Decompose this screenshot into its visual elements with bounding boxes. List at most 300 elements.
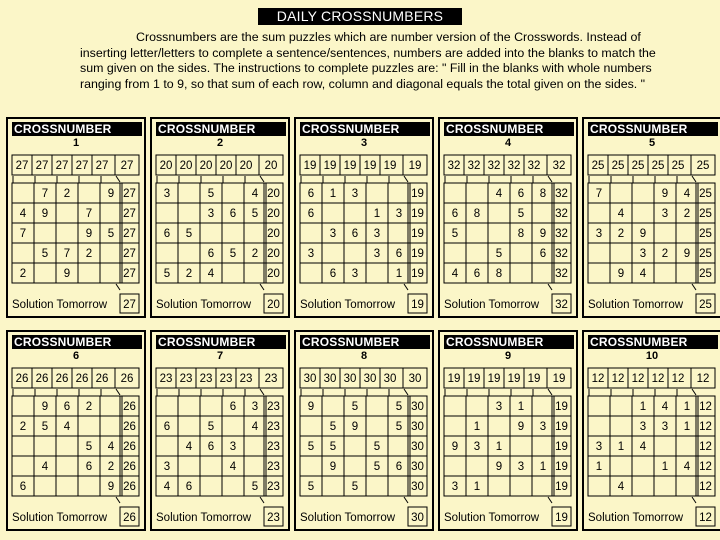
grid-cell: 9 [661,188,669,200]
column-total: 19 [323,160,337,172]
column-total: 19 [507,373,521,385]
grid-cell: 9 [41,401,49,413]
column-total: 26 [15,373,29,385]
grid-cell: 6 [395,461,403,473]
grid-cell: 9 [517,421,525,433]
grid-cell: 6 [517,188,525,200]
column-total: 20 [179,160,193,172]
row-total: 27 [123,268,136,280]
grid-cell: 3 [251,401,259,413]
diagonal-total: 12 [699,512,712,524]
grid-cell: 4 [617,481,625,493]
grid-cell: 9 [683,248,691,260]
grid-cell: 3 [661,421,669,433]
grid-cell: 8 [539,188,547,200]
puzzle-number: 6 [72,350,80,362]
grid-cell: 2 [661,248,669,260]
grid-cell: 3 [639,421,647,433]
grid-cell: 9 [107,188,115,200]
grid-cell: 1 [495,441,503,453]
grid-cell: 7 [85,208,93,220]
row-total: 30 [411,401,424,413]
row-total: 12 [699,461,712,473]
column-total: 12 [611,373,625,385]
grid-cell: 5 [517,208,525,220]
row-total: 19 [411,208,424,220]
solution-label: Solution Tomorrow [300,299,396,311]
row-total: 30 [411,461,424,473]
row-total: 25 [699,228,712,240]
grid-cell: 6 [229,401,237,413]
row-total: 26 [123,461,136,473]
row-total: 26 [123,441,136,453]
diagonal-total: 25 [696,160,710,172]
puzzle-grid [440,119,576,316]
grid-cell: 3 [595,228,603,240]
column-total: 27 [95,160,109,172]
column-total: 30 [383,373,397,385]
grid-cell: 7 [41,188,49,200]
row-total: 23 [267,401,280,413]
grid-cell: 3 [373,228,381,240]
grid-cell: 3 [661,208,669,220]
grid-cell: 6 [163,228,171,240]
grid-cell: 9 [41,208,49,220]
grid-cell: 4 [451,268,459,280]
diagonal-total: 26 [123,512,136,524]
puzzle-number: 5 [648,137,656,149]
diagonal-total: 30 [411,512,424,524]
grid-cell: 2 [107,461,115,473]
grid-cell: 5 [351,481,359,493]
column-total: 32 [447,160,461,172]
grid-cell: 3 [307,248,315,260]
puzzle-header: CROSSNUMBER [12,335,142,349]
column-total: 26 [75,373,89,385]
diagonal-total: 32 [555,299,568,311]
grid-cell: 2 [85,401,93,413]
column-total: 30 [363,373,377,385]
grid-cell: 6 [63,401,71,413]
row-total: 32 [555,208,568,220]
column-total: 19 [487,373,501,385]
grid-cell: 5 [85,441,93,453]
grid-cell: 1 [683,401,691,413]
puzzle-card [582,117,720,318]
row-total: 20 [267,268,280,280]
grid-cell: 4 [251,421,259,433]
column-total: 20 [239,160,253,172]
grid-cell: 4 [495,188,503,200]
grid-cell: 7 [19,228,27,240]
row-total: 20 [267,228,280,240]
grid-cell: 4 [163,481,171,493]
grid-cell: 2 [683,208,691,220]
grid-cell: 4 [617,208,625,220]
column-total: 27 [75,160,89,172]
grid-cell: 7 [595,188,603,200]
grid-cell: 9 [307,401,315,413]
grid-cell: 1 [329,188,337,200]
grid-cell: 1 [473,421,481,433]
puzzle-number: 10 [645,350,659,362]
grid-cell: 3 [373,248,381,260]
grid-cell: 1 [683,421,691,433]
grid-cell: 9 [539,228,547,240]
column-total: 30 [303,373,317,385]
diagonal-total: 30 [408,373,422,385]
grid-cell: 6 [395,248,403,260]
row-total: 23 [267,481,280,493]
grid-cell: 5 [251,481,259,493]
grid-cell: 2 [185,268,193,280]
diagonal-total: 12 [696,373,710,385]
grid-cell: 5 [307,441,315,453]
diagonal-total: 19 [411,299,424,311]
diagonal-total: 20 [264,160,278,172]
row-total: 23 [267,461,280,473]
grid-cell: 5 [329,421,337,433]
puzzle-grid [296,332,432,529]
grid-cell: 6 [539,248,547,260]
grid-cell: 1 [517,401,525,413]
grid-cell: 3 [329,228,337,240]
column-total: 19 [527,373,541,385]
column-total: 25 [591,160,605,172]
puzzle-number: 8 [360,350,368,362]
grid-cell: 9 [85,228,93,240]
puzzle-header: CROSSNUMBER [444,122,574,136]
grid-cell: 2 [63,188,71,200]
grid-cell: 6 [307,188,315,200]
column-total: 19 [467,373,481,385]
row-total: 30 [411,481,424,493]
column-total: 30 [323,373,337,385]
row-total: 25 [699,188,712,200]
grid-cell: 5 [41,421,49,433]
row-total: 12 [699,421,712,433]
grid-cell: 5 [41,248,49,260]
grid-cell: 2 [19,268,27,280]
puzzle-grid [152,119,288,316]
puzzle-card [438,117,578,318]
solution-label: Solution Tomorrow [12,512,108,524]
grid-cell: 1 [395,268,403,280]
column-total: 27 [35,160,49,172]
column-total: 25 [651,160,665,172]
puzzle-card [6,330,146,531]
grid-cell: 5 [251,208,259,220]
intro-text [80,30,660,92]
grid-cell: 5 [307,481,315,493]
grid-cell: 1 [539,461,547,473]
grid-cell: 3 [539,421,547,433]
grid-cell: 9 [639,228,647,240]
grid-cell: 5 [395,401,403,413]
puzzle-grid [152,332,288,529]
grid-cell: 9 [107,481,115,493]
row-total: 32 [555,188,568,200]
grid-cell: 6 [329,268,337,280]
grid-cell: 4 [229,461,237,473]
grid-cell: 4 [661,401,669,413]
grid-cell: 5 [207,421,215,433]
grid-cell: 5 [207,188,215,200]
column-total: 20 [199,160,213,172]
solution-label: Solution Tomorrow [444,512,540,524]
grid-cell: 3 [351,188,359,200]
row-total: 19 [555,421,568,433]
puzzle-card [150,117,290,318]
row-total: 12 [699,401,712,413]
grid-cell: 4 [207,268,215,280]
grid-cell: 4 [639,268,647,280]
row-total: 27 [123,248,136,260]
grid-cell: 2 [251,248,259,260]
grid-cell: 5 [495,248,503,260]
column-total: 12 [671,373,685,385]
puzzle-grid [296,119,432,316]
column-total: 12 [591,373,605,385]
puzzle-number: 3 [360,137,368,149]
column-total: 25 [671,160,685,172]
grid-cell: 3 [351,268,359,280]
grid-cell: 4 [19,208,27,220]
grid-cell: 4 [639,441,647,453]
grid-cell: 4 [683,188,691,200]
puzzle-card [150,330,290,531]
grid-cell: 1 [661,461,669,473]
row-total: 26 [123,481,136,493]
grid-cell: 9 [351,421,359,433]
column-total: 20 [219,160,233,172]
puzzle-header: CROSSNUMBER [12,122,142,136]
diagonal-total: 25 [699,299,712,311]
puzzle-header: CROSSNUMBER [588,335,718,349]
row-total: 32 [555,228,568,240]
grid-cell: 5 [229,248,237,260]
solution-label: Solution Tomorrow [588,512,684,524]
puzzle-grid [584,332,720,529]
grid-cell: 5 [351,401,359,413]
grid-cell: 5 [451,228,459,240]
column-total: 23 [159,373,173,385]
row-total: 20 [267,208,280,220]
puzzle-number: 1 [72,137,80,149]
grid-cell: 6 [473,268,481,280]
solution-label: Solution Tomorrow [444,299,540,311]
column-total: 20 [159,160,173,172]
grid-cell: 3 [517,461,525,473]
row-total: 32 [555,248,568,260]
row-total: 26 [123,401,136,413]
column-total: 26 [35,373,49,385]
row-total: 25 [699,208,712,220]
grid-cell: 5 [395,421,403,433]
grid-cell: 9 [63,268,71,280]
column-total: 27 [55,160,69,172]
grid-cell: 3 [473,441,481,453]
row-total: 19 [555,461,568,473]
grid-cell: 6 [85,461,93,473]
row-total: 23 [267,421,280,433]
grid-cell: 8 [517,228,525,240]
grid-cell: 4 [107,441,115,453]
puzzle-header: CROSSNUMBER [300,335,430,349]
column-total: 23 [199,373,213,385]
grid-cell: 6 [207,248,215,260]
row-total: 12 [699,481,712,493]
grid-cell: 6 [229,208,237,220]
row-total: 27 [123,188,136,200]
intro-paragraph: Crossnumbers are the sum puzzles which are number version of the Crosswords. Instead of inserting letter/letters to complete a sentence/sentences, numbers are added into the blanks to match the sum given on the sides. The instructions to complete puzzles are: " Fill in the blanks with whole numbers ranging from 1 to 9, so that sum of each row, column and diagonal equals the total given on the sides. " [80,30,656,91]
row-total: 27 [123,228,136,240]
row-total: 19 [555,481,568,493]
row-total: 20 [267,248,280,260]
row-total: 12 [699,441,712,453]
column-total: 32 [487,160,501,172]
grid-cell: 3 [495,401,503,413]
puzzle-grid [584,119,720,316]
puzzle-number: 7 [216,350,224,362]
puzzle-number: 9 [504,350,512,362]
grid-cell: 6 [451,208,459,220]
puzzle-grid [8,119,144,316]
column-total: 32 [527,160,541,172]
row-total: 25 [699,268,712,280]
solution-label: Solution Tomorrow [12,299,108,311]
solution-label: Solution Tomorrow [300,512,396,524]
grid-cell: 5 [185,228,193,240]
grid-cell: 6 [351,228,359,240]
row-total: 19 [411,268,424,280]
row-total: 32 [555,268,568,280]
diagonal-total: 27 [120,160,134,172]
puzzle-card [294,330,434,531]
grid-cell: 3 [163,188,171,200]
page-title: DAILY CROSSNUMBERS [258,8,462,25]
column-total: 19 [363,160,377,172]
row-total: 30 [411,421,424,433]
grid-cell: 3 [207,208,215,220]
puzzle-number: 4 [504,137,512,149]
row-total: 23 [267,441,280,453]
diagonal-total: 26 [120,373,134,385]
grid-cell: 2 [85,248,93,260]
grid-cell: 4 [683,461,691,473]
solution-label: Solution Tomorrow [156,299,252,311]
grid-cell: 5 [107,228,115,240]
column-total: 32 [467,160,481,172]
column-total: 25 [631,160,645,172]
grid-cell: 6 [207,441,215,453]
diagonal-total: 19 [552,373,566,385]
grid-cell: 4 [63,421,71,433]
grid-cell: 3 [163,461,171,473]
column-total: 30 [343,373,357,385]
grid-cell: 6 [185,481,193,493]
grid-cell: 9 [329,461,337,473]
column-total: 25 [611,160,625,172]
column-total: 23 [239,373,253,385]
grid-cell: 3 [395,208,403,220]
column-total: 23 [219,373,233,385]
column-total: 19 [447,373,461,385]
grid-cell: 3 [595,441,603,453]
grid-cell: 1 [473,481,481,493]
row-total: 19 [411,228,424,240]
grid-cell: 2 [617,228,625,240]
solution-label: Solution Tomorrow [588,299,684,311]
row-total: 19 [555,401,568,413]
grid-cell: 5 [373,461,381,473]
grid-cell: 1 [617,441,625,453]
column-total: 26 [55,373,69,385]
grid-cell: 9 [617,268,625,280]
grid-cell: 2 [19,421,27,433]
grid-cell: 4 [41,461,49,473]
diagonal-total: 20 [267,299,280,311]
row-total: 26 [123,421,136,433]
column-total: 19 [383,160,397,172]
diagonal-total: 19 [555,512,568,524]
row-total: 30 [411,441,424,453]
diagonal-total: 23 [264,373,278,385]
column-total: 19 [303,160,317,172]
diagonal-total: 23 [267,512,280,524]
grid-cell: 6 [19,481,27,493]
grid-cell: 9 [495,461,503,473]
puzzle-card [6,117,146,318]
column-total: 26 [95,373,109,385]
puzzle-card [438,330,578,531]
puzzle-header: CROSSNUMBER [156,122,286,136]
grid-cell: 3 [451,481,459,493]
solution-label: Solution Tomorrow [156,512,252,524]
row-total: 19 [411,248,424,260]
puzzle-header: CROSSNUMBER [156,335,286,349]
grid-cell: 4 [251,188,259,200]
diagonal-total: 32 [552,160,566,172]
diagonal-total: 19 [408,160,422,172]
row-total: 27 [123,208,136,220]
grid-cell: 5 [373,441,381,453]
puzzle-card [294,117,434,318]
puzzle-header: CROSSNUMBER [300,122,430,136]
grid-cell: 9 [451,441,459,453]
column-total: 32 [507,160,521,172]
grid-cell: 1 [373,208,381,220]
column-total: 12 [631,373,645,385]
grid-cell: 3 [229,441,237,453]
puzzle-header: CROSSNUMBER [588,122,718,136]
grid-cell: 7 [63,248,71,260]
grid-cell: 8 [473,208,481,220]
grid-cell: 5 [163,268,171,280]
grid-cell: 6 [307,208,315,220]
row-total: 20 [267,188,280,200]
column-total: 19 [343,160,357,172]
puzzle-header: CROSSNUMBER [444,335,574,349]
grid-cell: 8 [495,268,503,280]
row-total: 19 [555,441,568,453]
grid-cell: 3 [639,248,647,260]
puzzle-card [582,330,720,531]
puzzle-grid [8,332,144,529]
grid-cell: 1 [595,461,603,473]
grid-cell: 4 [185,441,193,453]
diagonal-total: 27 [123,299,136,311]
